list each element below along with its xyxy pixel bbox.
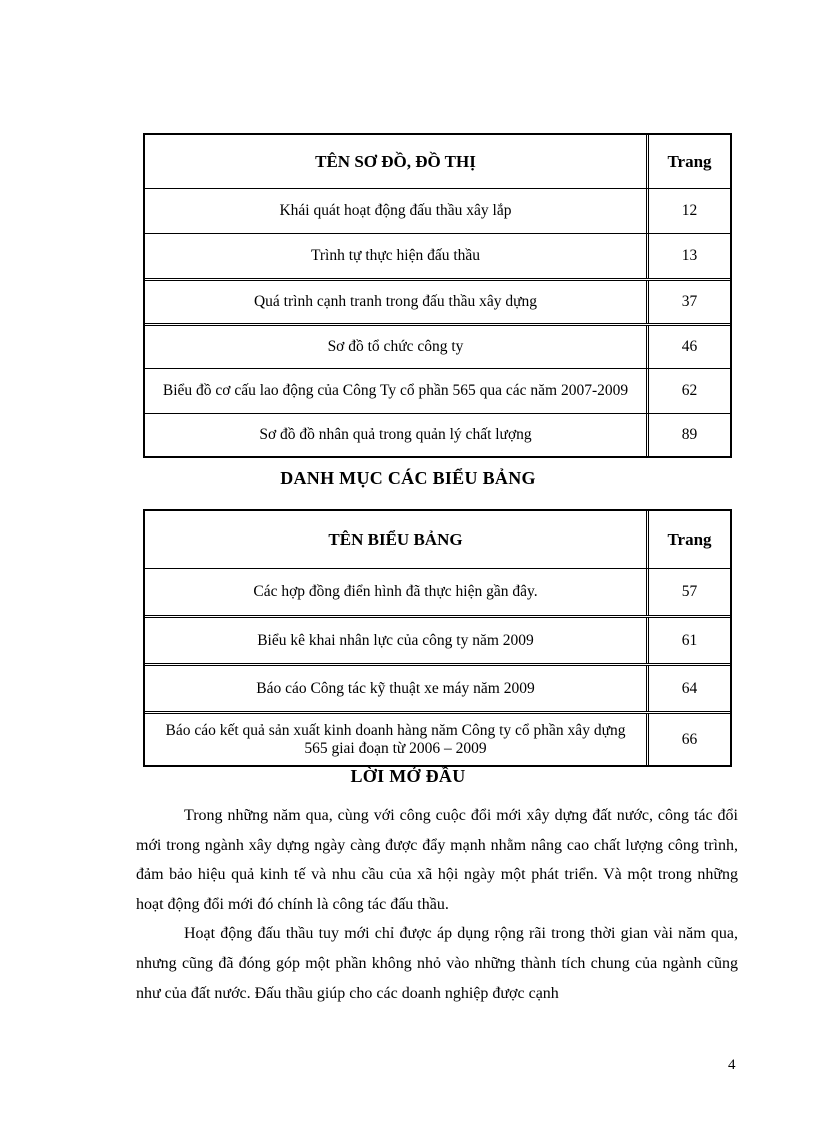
column-header-page: Trang <box>667 151 712 171</box>
page-number: 4 <box>728 1057 736 1073</box>
row-name: Biểu đồ cơ cấu lao động của Công Ty cổ phần 565 qua các năm 2007-2009 <box>145 369 649 413</box>
row-name: Sơ đồ đồ nhân quả trong quản lý chất lượng <box>145 414 649 456</box>
row-name: Báo cáo kết quả sản xuất kinh doanh hàng năm Công ty cổ phần xây dựng 565 giai đoạn từ 2006 – 2009 <box>145 714 649 765</box>
table-row <box>145 188 730 233</box>
row-page: 62 <box>681 382 698 399</box>
paragraph: Trong những năm qua, cùng với công cuộc đổi mới xây dựng đất nước, công tác đổi mới trong ngành xây dựng ngày càng được đẩy mạnh nhằm nâng cao chất lượng công trình, đảm bảo hiệu quả kinh tế và nhu cầu của xã hội ngày một phát triển. Và một trong những hoạt động đổi mới đó chính là công tác đấu thầu. <box>136 807 738 913</box>
table-row <box>145 233 730 278</box>
row-page: 37 <box>681 293 698 310</box>
paragraph: Hoạt động đấu thầu tuy mới chỉ được áp dụng rộng rãi trong thời gian vài năm qua, nhưng cũng đã đóng góp một phần không nhỏ vào những thành tích chung của ngành cũng như của đất nước. Đấu thầu giúp cho các doanh nghiệp được cạnh <box>136 925 738 1002</box>
row-name: Khái quát hoạt động đấu thầu xây lắp <box>145 189 649 233</box>
row-name: Sơ đồ tổ chức công ty <box>145 326 649 368</box>
diagram-list-table <box>143 133 732 458</box>
table-row <box>145 413 730 456</box>
intro-title: LỜI MỞ ĐẦU <box>350 766 466 786</box>
row-page: 57 <box>681 583 698 600</box>
table-list-table <box>143 509 732 767</box>
column-header-name: TÊN BIỂU BẢNG <box>145 511 649 568</box>
table-row <box>145 568 730 615</box>
table-header-row <box>145 511 730 568</box>
row-page: 61 <box>681 631 698 649</box>
table-row <box>145 663 730 711</box>
table-row <box>145 323 730 368</box>
table-row <box>145 711 730 765</box>
row-page: 13 <box>681 247 698 264</box>
row-name: Trình tự thực hiện đấu thầu <box>145 234 649 278</box>
table-header-row <box>145 135 730 188</box>
row-page: 46 <box>681 338 698 355</box>
row-page: 12 <box>681 202 698 219</box>
column-header-name: TÊN SƠ ĐỒ, ĐỒ THỊ <box>145 135 649 188</box>
table-row <box>145 278 730 323</box>
row-name: Báo cáo Công tác kỹ thuật xe máy năm 2009 <box>145 666 649 711</box>
intro-body <box>136 801 738 1008</box>
row-name: Quá trình cạnh tranh trong đấu thầu xây dựng <box>145 281 649 323</box>
table-row <box>145 615 730 663</box>
row-page: 64 <box>681 679 698 697</box>
row-page: 89 <box>681 426 698 443</box>
column-header-page: Trang <box>667 529 712 549</box>
row-page: 66 <box>681 730 698 748</box>
row-name: Biểu kê khai nhân lực của công ty năm 2009 <box>145 618 649 663</box>
table-row <box>145 368 730 413</box>
row-name: Các hợp đồng điển hình đã thực hiện gần đây. <box>145 569 649 615</box>
tables-section-title: DANH MỤC CÁC BIỂU BẢNG <box>280 468 536 488</box>
